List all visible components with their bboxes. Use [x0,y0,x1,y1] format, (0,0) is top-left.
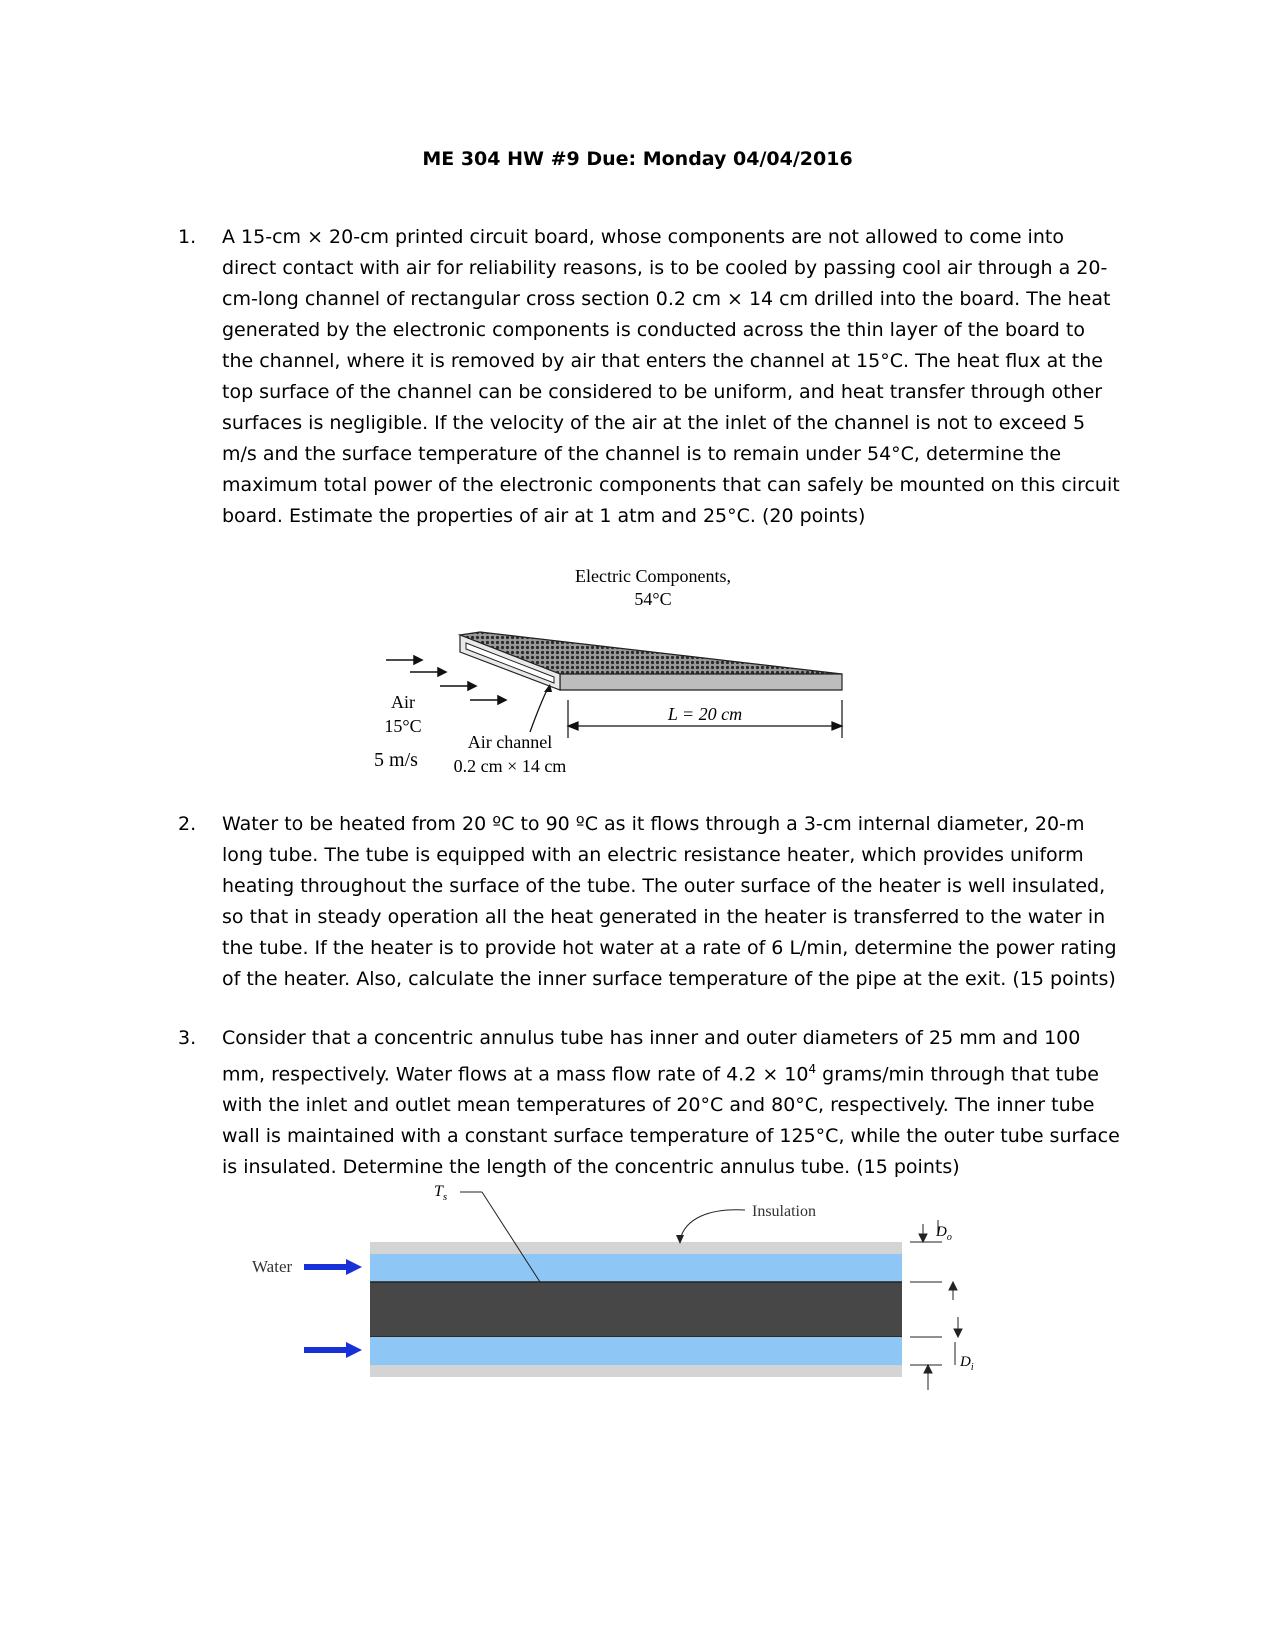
problem-text: Water to be heated from 20 ºC to 90 ºC as it flows through a 3-cm internal diameter, 20-m long tube. The tube is equipped with an electric resistance heater, which provides uniform heating throughout the surface of the tube. The outer surface of the heater is well insulated, so that in steady operation all the heat generated in the heater is transferred to the water in the tube. If the heater is to provide hot water at a rate of 6 L/min, determine the power rating of the heater. Also, calculate the inner surface temperature of the pipe at the exit. (15 points) [222,813,1117,990]
board-front-face [560,674,842,690]
problem-number: 3. [178,1027,197,1049]
inner-diameter-label: $D_i$ [960,1354,974,1373]
water-flow-arrows [304,1259,362,1358]
channel-label: Air channel [467,732,553,752]
insulation-label: Insulation [752,1203,816,1220]
components-label: Electric Components, [575,566,731,586]
channel-size-label: 0.2 cm × 14 cm [453,756,567,776]
velocity-label: 5 m/s [374,749,418,771]
inner-diameter-dimension [910,1317,962,1390]
insulation-top [370,1242,902,1254]
channel-pointer [530,688,548,732]
components-temp-label: 54°C [634,589,672,609]
annulus-tube-figure [240,1180,1000,1410]
air-temp-label: 15°C [384,716,422,736]
water-label: Water [252,1257,293,1276]
circuit-board-figure [360,560,860,785]
problem-number: 2. [178,813,197,835]
problem-text: A 15-cm × 20-cm printed circuit board, whose components are not allowed to come into direct contact with air for reliability reasons, is to be cooled by passing cool air through a 20-cm-long channel of rectangular cross section 0.2 cm × 14 cm drilled into the board. The heat generated by the electronic components is conducted across the thin layer of the board to the channel, where it is removed by air that enters the channel at 15°C. The heat flux at the top surface of the channel can be considered to be uniform, and heat transfer through other surfaces is negligible. If the velocity of the air at the inlet of the channel is not to exceed 5 m/s and the surface temperature of the channel is to remain under 54°C, determine the maximum total power of the electronic components that can safely be mounted on this circuit board. Estimate the properties of air at 1 atm and 25°C. (20 points) [222,226,1120,527]
page-title: ME 304 HW #9 Due: Monday 04/04/2016 [422,148,853,170]
problem-number: 1. [178,226,197,248]
length-label: L = 20 cm [667,704,743,724]
insulation-bottom [370,1365,902,1377]
outer-diameter-label: $D_o$ [936,1224,952,1243]
water-annulus-top [370,1254,902,1282]
water-annulus-bottom [370,1337,902,1365]
inner-tube-core [370,1282,902,1337]
surface-temp-label: $T_s$ [434,1183,448,1203]
problem-text: Consider that a concentric annulus tube has inner and outer diameters of 25 mm and 100 mm, respectively. Water flows at a mass flow rate of $4.2 \times 10^4$ grams/min through that tube with the inlet and outlet mean temperatures of 20°C and 80°C, respectively. The inner tube wall is maintained with a constant surface temperature of 125°C, while the outer tube surface is insulated. Determine the length of the concentric annulus tube. (15 points) [222,1027,1120,1179]
air-label: Air [391,692,415,712]
